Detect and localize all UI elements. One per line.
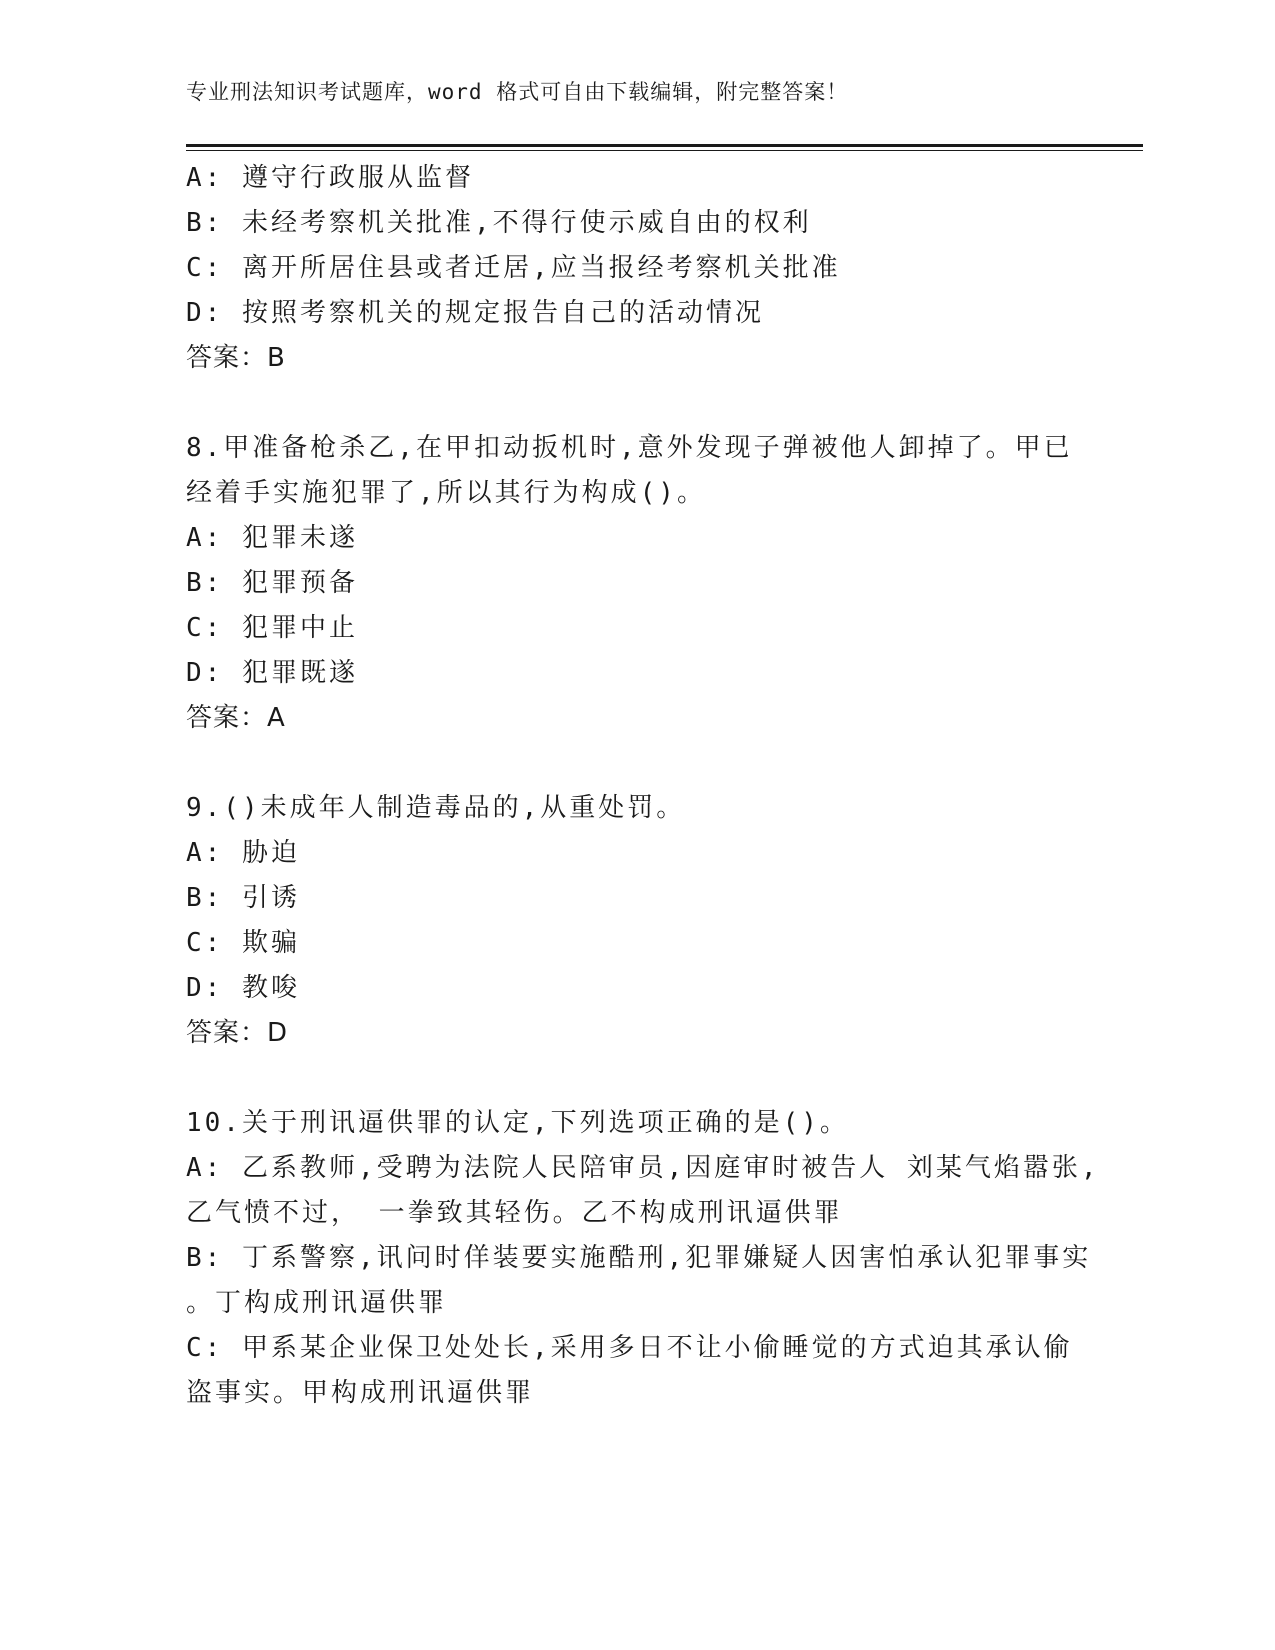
q8-stem-line1: 8.甲准备枪杀乙,在甲扣动扳机时,意外发现子弹被他人卸掉了。甲已 [186,433,1073,463]
q7-option-c: C: 离开所居住县或者迁居,应当报经考察机关批准 [186,253,841,283]
q9-answer: 答案：D [186,1018,289,1048]
question-7-block [186,156,1086,381]
q8-option-b: B: 犯罪预备 [186,568,358,598]
spacer [186,741,1086,786]
q10-option-a-line2: 乙气愤不过， 一拳致其轻伤。乙不构成刑讯逼供罪 [186,1198,843,1228]
q9-option-b: B: 引诱 [186,883,300,913]
q7-option-b: B: 未经考察机关批准,不得行使示威自由的权利 [186,208,812,238]
question-content [186,156,1100,1416]
spacer [186,381,1086,426]
q9-option-d: D: 教唆 [186,973,300,1003]
q10-option-c-line1: C: 甲系某企业保卫处处长,采用多日不让小偷睡觉的方式迫其承认偷 [186,1333,1073,1363]
q10-stem-line1: 10.关于刑讯逼供罪的认定,下列选项正确的是()。 [186,1108,849,1138]
q10-option-a-line1: A: 乙系教师,受聘为法院人民陪审员,因庭审时被告人 刘某气焰嚣张, [186,1153,1100,1183]
q9-stem-line1: 9.()未成年人制造毒品的,从重处罚。 [186,793,686,823]
q7-option-d: D: 按照考察机关的规定报告自己的活动情况 [186,298,764,328]
q9-option-c: C: 欺骗 [186,928,300,958]
question-9-block [186,786,1086,1056]
q10-option-b-line1: B: 丁系警察,讯问时佯装要实施酷刑,犯罪嫌疑人因害怕承认犯罪事实 [186,1243,1092,1273]
q7-answer: 答案：B [186,343,286,373]
header-rule-thin [186,150,1143,151]
q10-option-b-line2: 。丁构成刑讯逼供罪 [186,1288,448,1318]
q10-option-c-line2: 盗事实。甲构成刑讯逼供罪 [186,1378,535,1408]
q8-stem-line2: 经着手实施犯罪了,所以其行为构成()。 [186,478,706,508]
question-10-block [186,1101,1100,1416]
q8-option-a: A: 犯罪未遂 [186,523,358,553]
q8-option-c: C: 犯罪中止 [186,613,358,643]
q7-option-a: A: 遵守行政服从监督 [186,163,474,193]
header-rule-thick [186,144,1143,147]
q8-answer: 答案：A [186,703,286,733]
question-8-block [186,426,1086,741]
page-header: 专业刑法知识考试题库，word 格式可自由下载编辑，附完整答案！ [186,80,849,104]
q9-option-a: A: 胁迫 [186,838,300,868]
spacer [186,1056,1086,1101]
q8-option-d: D: 犯罪既遂 [186,658,358,688]
